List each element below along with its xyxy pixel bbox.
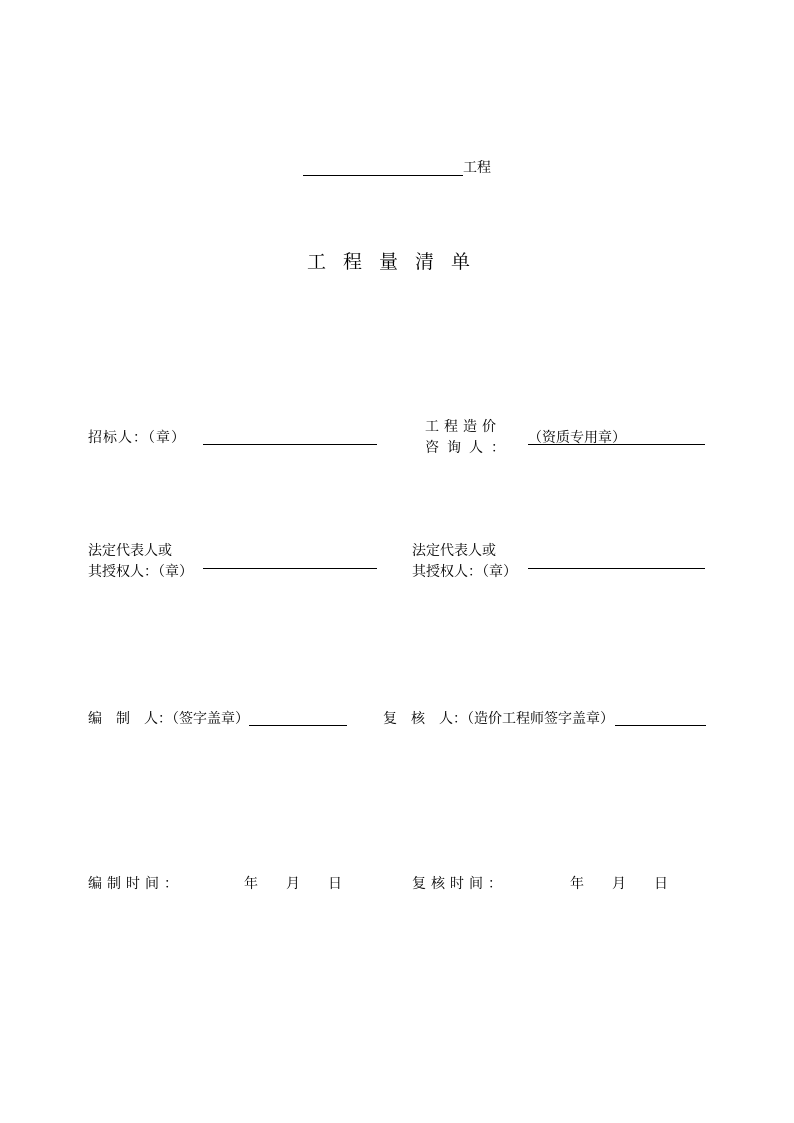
reviewer-signature-line bbox=[615, 725, 706, 726]
project-suffix: 工程 bbox=[463, 160, 491, 176]
review-year: 年 bbox=[570, 876, 584, 892]
preparer-signature-line bbox=[249, 725, 347, 726]
bidder-signature-line bbox=[203, 444, 377, 445]
project-name-underline bbox=[303, 175, 463, 176]
consultant-label-line2: 咨询人： bbox=[425, 440, 513, 456]
consultant-label-line1: 工程造价 bbox=[425, 419, 501, 435]
review-day: 日 bbox=[654, 876, 668, 892]
review-time-label: 复核时间： bbox=[412, 876, 507, 892]
left-representative-line2: 其授权人：（章） bbox=[88, 564, 193, 580]
preparer-label: 编 制 人：（签字盖章） bbox=[88, 711, 249, 727]
reviewer-label: 复 核 人：（造价工程师签字盖章） bbox=[383, 711, 614, 727]
right-representative-line2: 其授权人：（章） bbox=[412, 564, 517, 580]
prepare-year: 年 bbox=[244, 876, 258, 892]
right-representative-signature-line bbox=[528, 568, 705, 569]
page-title: 工程量清单 bbox=[307, 251, 488, 273]
right-representative-line1: 法定代表人或 bbox=[412, 543, 496, 559]
bidder-label: 招标人：（章） bbox=[88, 430, 186, 446]
left-representative-line1: 法定代表人或 bbox=[88, 543, 172, 559]
prepare-month: 月 bbox=[286, 876, 300, 892]
consultant-signature-line bbox=[528, 444, 705, 445]
consultant-stamp-note: （资质专用章） bbox=[528, 430, 626, 446]
review-month: 月 bbox=[612, 876, 626, 892]
prepare-day: 日 bbox=[328, 876, 342, 892]
left-representative-signature-line bbox=[203, 568, 377, 569]
prepare-time-label: 编制时间： bbox=[88, 876, 183, 892]
